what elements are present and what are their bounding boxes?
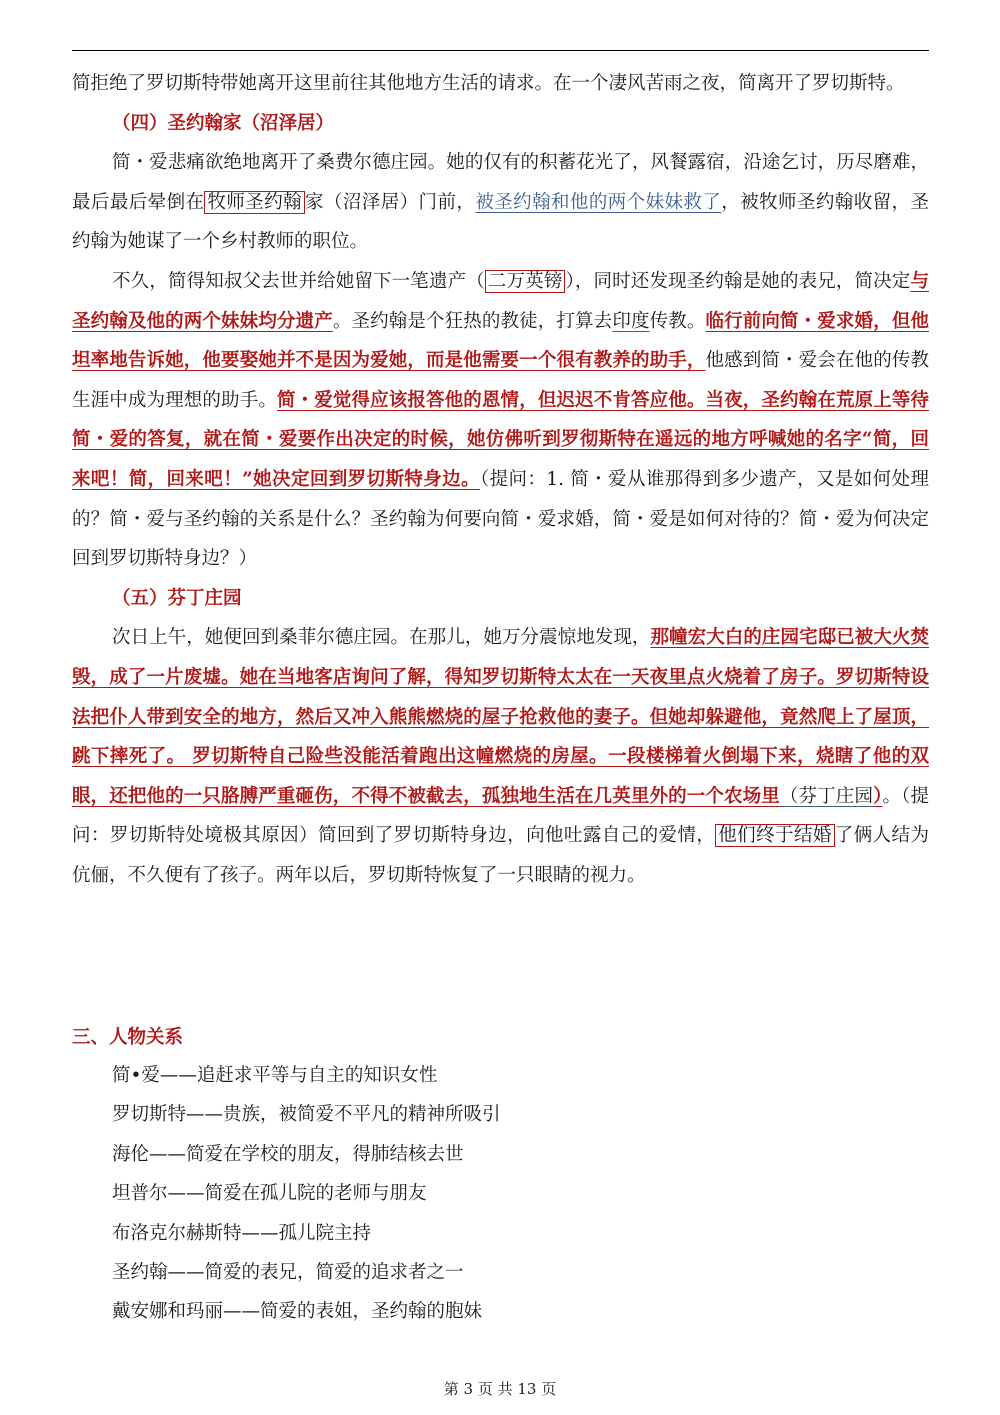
highlight-decision-return: 简・爱觉得应该报答他的恩情，但迟迟不肯答应他。当夜，圣约翰在荒原上等待简・爱的答复，就在简・爱要作出决定的时候，她仿佛听到罗彻斯特在遥远的地方呼喊她的名字“简，回来吧！简，回来吧！”她决定回到罗切斯特身边。: [72, 389, 929, 490]
list-item: 圣约翰——简爱的表兄，简爱的追求者之一: [112, 1262, 464, 1284]
list-item: 海伦——简爱在学校的朋友，得肺结核去世: [112, 1143, 464, 1165]
highlight-proposal: 临行前向简・爱求婚，但他坦率地告诉她，他要娶她并不是因为爱她，而是他需要一个很有教养的助手，: [72, 310, 929, 372]
document-body: [72, 64, 929, 895]
list-item: 戴安娜和玛丽——简爱的表姐，圣约翰的胞妹: [112, 1301, 483, 1323]
list-item: 罗切斯特——贵族，被简爱不平凡的精神所吸引: [112, 1104, 501, 1126]
header-rule: [72, 50, 929, 51]
text-run: 次日上午，她便回到桑菲尔德庄园。在那儿，她万分震惊地发现，: [112, 627, 651, 649]
underlined-ferndean: （芬丁庄园: [779, 785, 874, 807]
text-run: 不久，简得知叔父去世并给她留下一笔遗产（: [112, 270, 485, 292]
underlined-phrase-rescued: 被圣约翰和他的两个妹妹救了: [475, 191, 722, 213]
question-text: （提问：1. 简・爱从谁那得到多少遗产，又是如何处理的？简・爱与圣约翰的关系是什么？圣约翰为何要向简・爱求婚，简・爱是如何对待的？简・爱为何决定回到罗切斯特身边？）: [72, 468, 929, 570]
text-run: ），同时还发现圣约翰是她的表兄，简决定: [565, 270, 911, 292]
paragraph-continuation: 简拒绝了罗切斯特带她离开这里前往其他地方生活的请求。在一个凄风苦雨之夜，简离开了罗切斯特。: [72, 73, 905, 94]
text-run: 了俩人结为伉俪，不久便有了孩子。两年以后，罗切斯特恢复了一只眼睛的视力。: [72, 825, 929, 886]
paragraph-return-thornfield: [72, 618, 929, 895]
text-run: 家（沼泽居）门前，: [305, 191, 476, 213]
highlight-share-inheritance: 与圣约翰及他的两个妹妹均分遗产: [72, 270, 929, 332]
text-run: 。（提问：罗切斯特处境极其原因）简回到了罗切斯特身边，向他吐露自己的爱情，: [72, 785, 929, 847]
boxed-term-inheritance: 二万英镑: [485, 270, 566, 293]
list-item: 坦普尔——简爱在孤儿院的老师与朋友: [112, 1183, 427, 1205]
subheading-ferndean: （五）芬丁庄园: [112, 587, 242, 609]
boxed-term-st-john: 牧师圣约翰: [204, 191, 305, 214]
section-heading-relationships: 三、人物关系: [72, 1027, 184, 1048]
text-run: 传教。: [649, 310, 706, 332]
text-run: 简・爱悲痛欲绝地离开了桑费尔德庄园。她的仅有的积蓄花光了，风餐露宿，沿途乞讨，历尽磨难，最后最后晕倒在: [72, 152, 929, 213]
paragraph-inheritance: [72, 262, 929, 579]
paragraph-st-john-rescue: [72, 143, 929, 262]
page-number-footer: 第 3 页 共 13 页: [443, 1380, 557, 1398]
highlight-close-paren: ）: [873, 785, 883, 807]
boxed-term-married: 他们终于结婚: [715, 824, 835, 847]
underlined-word-india: 印度: [612, 310, 650, 332]
list-item: 布洛克尔赫斯特——孤儿院主持: [112, 1222, 372, 1244]
list-item: 简•爱——追赶求平等与自主的知识女性: [112, 1065, 438, 1086]
text-run: ，被牧师圣约翰收留，圣约翰为她谋了一个乡村教师的职位。: [72, 191, 929, 253]
text-run: 他感到简・爱会在他的传教生涯中成为理想的助手。: [72, 350, 929, 411]
relationship-list: [72, 1056, 501, 1332]
subheading-st-john-house: （四）圣约翰家（沼泽居）: [112, 112, 335, 134]
text-run: 。圣约翰是个狂热的教徒，打算去: [332, 310, 613, 332]
highlight-fire: 那幢宏大白的庄园宅邸已被大火焚毁，成了一片废墟。她在当地客店询问了解，得知罗切斯特太太在一天夜里点火烧着了房子。罗切斯特设法把仆人带到安全的地方，然后又冲入熊熊燃烧的屋子抢救他的妻子。但她却躲避他，竟然爬上了屋顶，跳下摔死了。 罗切斯特自己险些没能活着跑出这幢燃烧的房屋。一段楼梯着火倒塌下来，烧瞎了他的双眼，还把他的一只胳膊严重砸伤，不得不被截去，孤独地生活在几英里外的一个农场里: [72, 627, 929, 807]
